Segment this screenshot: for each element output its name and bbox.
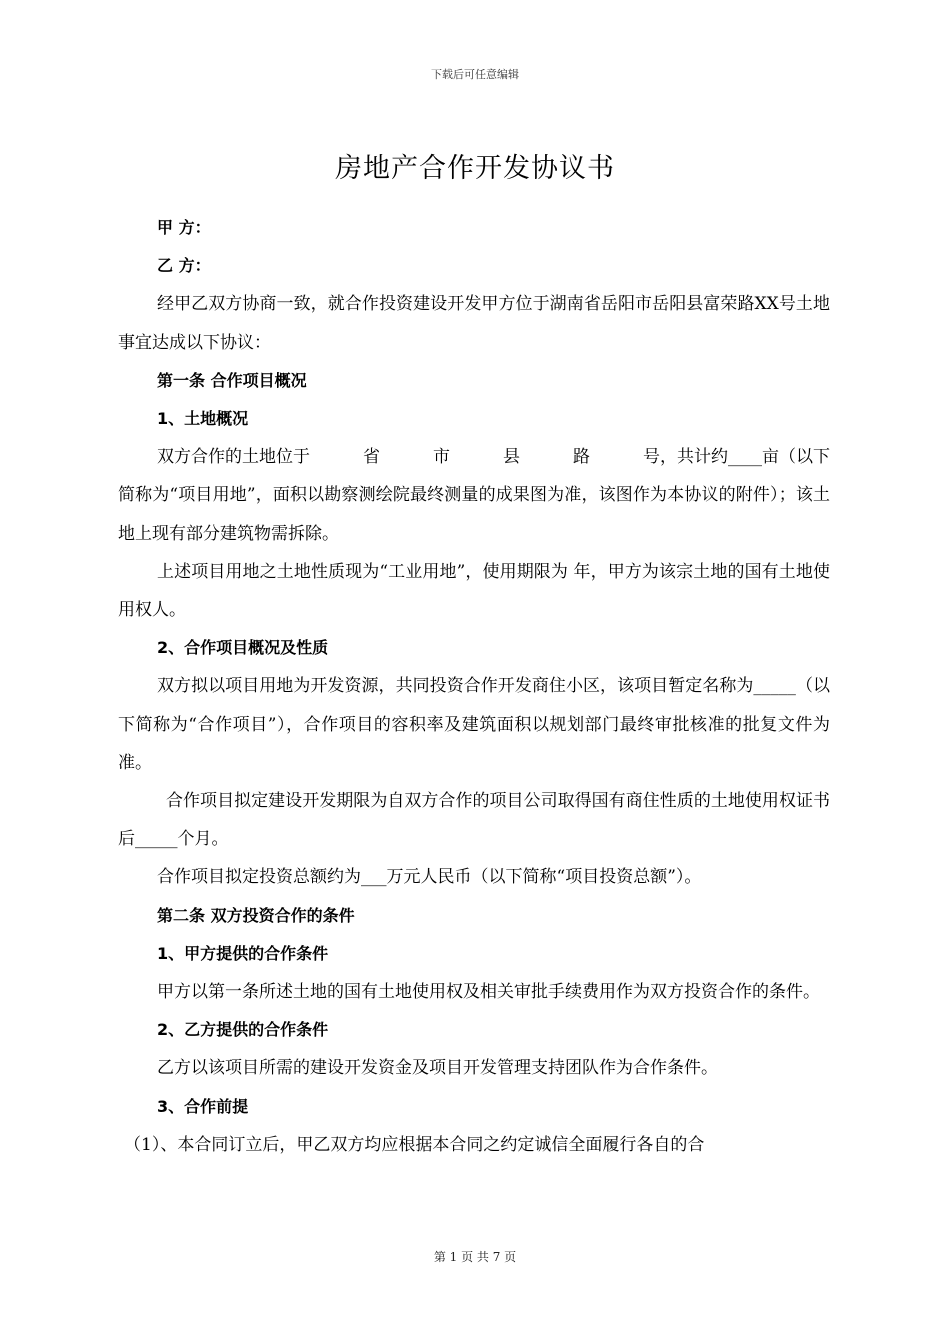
party-a-conditions-paragraph: 甲方以第一条所述土地的国有土地使用权及相关审批手续费用作为双方投资合作的条件。 [157, 982, 820, 1003]
land-location-line [118, 438, 830, 476]
project-term-paragraph: 合作项目拟定建设开发期限为自双方合作的项目公司取得国有商住性质的土地使用权证书后_____个月。 [118, 791, 830, 850]
section-2-2-heading: 2、乙方提供的合作条件 [157, 1020, 329, 1040]
document-body [118, 209, 830, 1164]
precondition-paragraph: （1）、本合同订立后，甲乙双方均应根据本合同之约定诚信全面履行各自的合 [124, 1134, 705, 1155]
header-note: 下载后可任意编辑 [431, 68, 519, 81]
land-location-part: 县 [503, 447, 520, 468]
party-a-label: 甲 方： [157, 218, 211, 237]
party-b-conditions-paragraph: 乙方以该项目所需的建设开发资金及项目开发管理支持团队作为合作条件。 [157, 1058, 718, 1079]
land-location-part: 路 [573, 447, 590, 468]
section-2-3-heading: 3、合作前提 [157, 1096, 249, 1116]
party-b-label: 乙 方： [157, 256, 211, 276]
page-number: 第 1 页 共 7 页 [433, 1250, 517, 1264]
intro-paragraph: 经甲乙双方协商一致，就合作投资建设开发甲方位于湖南省岳阳市岳阳县富荣路XX号土地事宜达成以下协议： [118, 294, 830, 353]
section-1-1-heading: 1、土地概况 [157, 409, 249, 429]
document-title: 房地产合作开发协议书 [335, 153, 615, 184]
land-location-part: 市 [433, 447, 450, 468]
land-nature-paragraph: 上述项目用地之土地性质现为“工业用地”，使用期限为 年，甲方为该宗土地的国有土地使用权人。 [118, 561, 830, 621]
article-2-heading: 第二条 双方投资合作的条件 [157, 905, 355, 925]
article-1-heading: 第一条 合作项目概况 [157, 370, 307, 390]
section-2-1-heading: 1、甲方提供的合作条件 [157, 943, 329, 963]
project-overview-paragraph: 双方拟以项目用地为开发资源，共同投资合作开发商住小区，该项目暂定名称为_____（以下简称为“合作项目”），合作项目的容积率及建筑面积以规划部门最终审批核准的批复文件为准。 [118, 676, 830, 773]
land-location-part: 号，共计约____亩（以下 [643, 447, 830, 468]
project-investment-paragraph: 合作项目拟定投资总额约为___万元人民币（以下简称“项目投资总额”）。 [157, 867, 702, 888]
land-description-paragraph: 简称为“项目用地”，面积以勘察测绘院最终测量的成果图为准，该图作为本协议的附件）；该土地上现有部分建筑物需拆除。 [118, 485, 830, 544]
land-location-part: 双方合作的土地位于 [157, 447, 310, 468]
section-1-2-heading: 2、合作项目概况及性质 [157, 638, 329, 658]
land-location-part: 省 [363, 447, 380, 468]
